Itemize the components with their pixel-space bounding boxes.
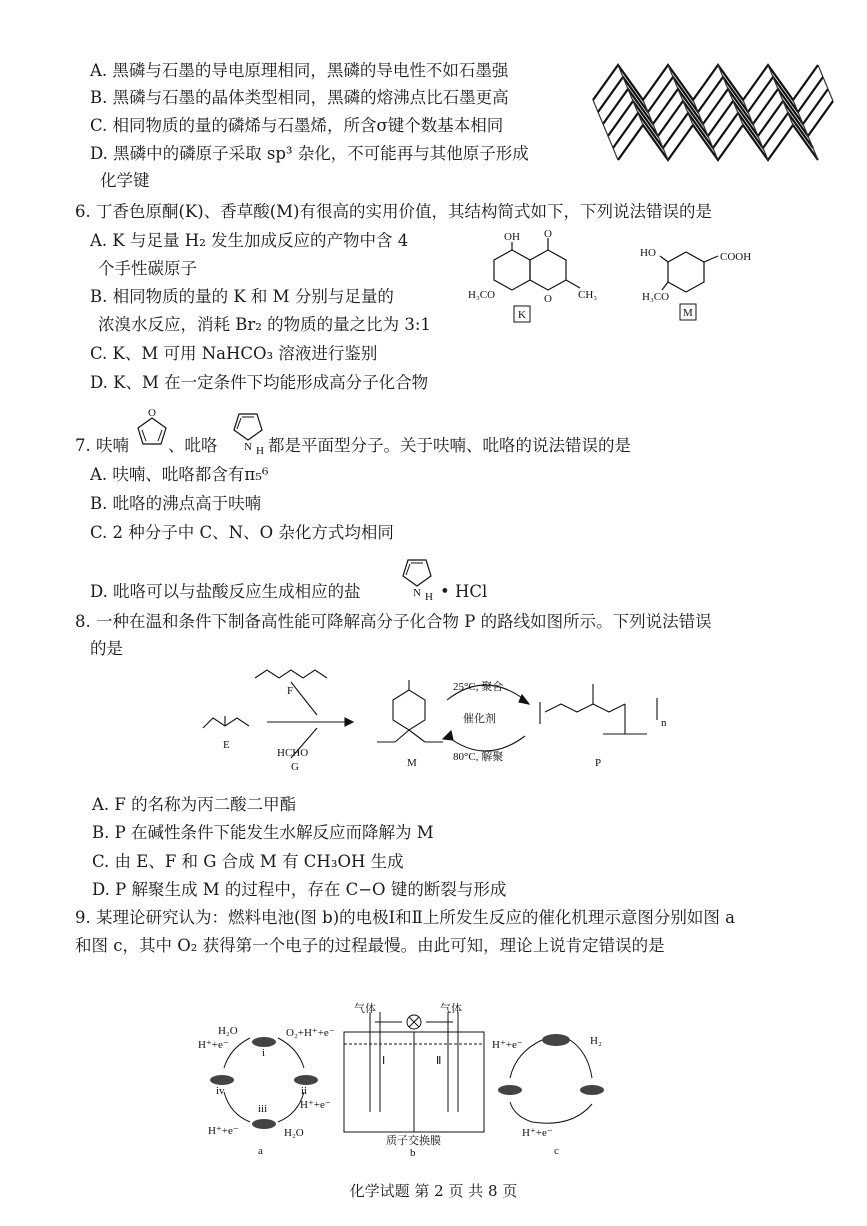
label-f: F xyxy=(287,685,294,697)
page-footer: 化学试题 第 2 页 共 8 页 xyxy=(349,1182,518,1200)
q6-stem: 6. 丁香色原酮(K)、香草酸(M)有很高的实用价值，其结构简式如下，下列说法错误的是 xyxy=(75,202,712,221)
c-hpe-top: H⁺+e⁻ xyxy=(492,1039,523,1051)
q5-option-a: A. 黑磷与石墨的导电原理相同，黑磷的导电性不如石墨强 xyxy=(90,61,509,80)
a-stage-i: i xyxy=(262,1047,266,1059)
q6-option-b-cont: 浓溴水反应，消耗 Br₂ 的物质的量之比为 3:1 xyxy=(98,315,431,334)
a-h2o-top: H₂O xyxy=(218,1025,238,1037)
b-electrode-2: Ⅱ xyxy=(436,1055,442,1067)
a-stage-iv: iv xyxy=(216,1085,225,1097)
q7-option-d-hcl: • HCl xyxy=(440,582,488,601)
a-hpe-left: H⁺+e⁻ xyxy=(198,1039,229,1051)
black-phosphorus-structure-image xyxy=(588,40,838,170)
q7-stem-b: 、吡咯 xyxy=(168,436,218,455)
label-p: P xyxy=(595,757,602,769)
q5-option-c: C. 相同物质的量的磷烯与石墨烯，所含σ键个数基本相同 xyxy=(90,116,504,135)
pyrrole-structure-icon xyxy=(223,400,273,456)
k-ch3-label: CH₃ xyxy=(578,289,598,301)
m-ho-label: HO xyxy=(640,247,656,259)
q9-stem-cont: 和图 c，其中 O₂ 获得第一个电子的过程最慢。由此可知，理论上说肯定错误的是 xyxy=(75,936,665,955)
furan-structure-icon xyxy=(132,404,172,452)
q8-stem-cont: 的是 xyxy=(90,639,123,658)
q8-stem: 8. 一种在温和条件下制备高性能可降解高分子化合物 P 的路线如图所示。下列说法错误 xyxy=(75,612,712,631)
salt-h-label: H xyxy=(425,591,433,602)
q8-reaction-scheme xyxy=(195,660,715,775)
q9-stem: 9. 某理论研究认为：燃料电池(图 b)的电极Ⅰ和Ⅱ上所发生反应的催化机理示意图分别如图 a xyxy=(75,908,735,927)
label-n: n xyxy=(661,717,667,729)
q8-option-b: B. P 在碱性条件下能发生水解反应而降解为 M xyxy=(92,823,434,842)
q5-option-d: D. 黑磷中的磷原子采取 sp³ 杂化，不可能再与其他原子形成 xyxy=(90,144,529,163)
q7-option-a: A. 呋喃、吡咯都含有π₅⁶ xyxy=(90,465,269,484)
a-h2o-bottom: H₂O xyxy=(284,1127,304,1139)
structure-k-diagram xyxy=(468,228,608,328)
c-h2: H₂ xyxy=(590,1035,602,1047)
m-label: M xyxy=(683,307,693,319)
label-g-formula: HCHO xyxy=(277,747,309,759)
a-o2-label: O₂+H⁺+e⁻ xyxy=(286,1027,335,1039)
q7-option-b: B. 吡咯的沸点高于呋喃 xyxy=(90,494,262,513)
b-electrode-1: Ⅰ xyxy=(382,1055,386,1067)
label-g: G xyxy=(291,761,299,773)
c-figure-label: c xyxy=(554,1145,559,1157)
q9-figure-a-cycle xyxy=(198,1012,338,1157)
q5-option-d-cont: 化学键 xyxy=(100,171,150,190)
q6-option-c: C. K、M 可用 NaHCO₃ 溶液进行鉴别 xyxy=(90,344,378,363)
q7-stem-a: 7. 呋喃 xyxy=(75,436,129,455)
q6-option-b: B. 相同物质的量的 K 和 M 分别与足量的 xyxy=(90,287,394,306)
a-figure-label: a xyxy=(258,1145,263,1157)
k-oh-label: OH xyxy=(504,231,520,243)
q8-option-d: D. P 解聚生成 M 的过程中，存在 C−O 键的断裂与形成 xyxy=(92,880,507,899)
q7-option-d: D. 吡咯可以与盐酸反应生成相应的盐 xyxy=(90,582,361,601)
q8-option-a: A. F 的名称为丙二酸二甲酯 xyxy=(92,795,297,814)
pyrrole-salt-structure-icon xyxy=(392,546,442,602)
b-figure-label: b xyxy=(410,1147,416,1157)
k-label: K xyxy=(518,309,526,321)
label-catalyst: 催化剂 xyxy=(463,713,496,725)
m-h3co-label: H₃CO xyxy=(642,291,670,303)
b-membrane-label: 质子交换膜 xyxy=(386,1135,441,1147)
q9-figure-c-cycle xyxy=(492,1012,622,1157)
q7-option-c: C. 2 种分子中 C、N、O 杂化方式均相同 xyxy=(90,523,394,542)
label-m: M xyxy=(407,757,417,769)
q5-option-b: B. 黑磷与石墨的晶体类型相同，黑磷的熔沸点比石墨更高 xyxy=(90,88,509,107)
salt-n-label: N xyxy=(413,587,421,599)
k-h3co-label: H₃CO xyxy=(468,289,496,301)
b-gas-right: 气体 xyxy=(440,1003,462,1015)
label-e: E xyxy=(223,739,230,751)
m-cooh-label: COOH xyxy=(720,251,752,263)
q8-option-c: C. 由 E、F 和 G 合成 M 有 CH₃OH 生成 xyxy=(92,852,404,871)
pyrrole-h-label: H xyxy=(256,445,264,456)
q7-stem-c: 都是平面型分子。关于呋喃、吡咯的说法错误的是 xyxy=(268,436,631,455)
c-hpe-bottom: H⁺+e⁻ xyxy=(522,1127,553,1139)
label-backward-condition: 80°C, 解聚 xyxy=(453,751,504,763)
q6-option-a: A. K 与足量 H₂ 发生加成反应的产物中含 4 xyxy=(90,231,409,250)
label-forward-condition: 25°C, 聚合 xyxy=(453,681,504,693)
b-gas-left: 气体 xyxy=(354,1003,376,1015)
q9-figure-b-fuel-cell xyxy=(340,1002,490,1157)
furan-o-label: O xyxy=(148,407,156,419)
q6-option-a-cont: 个手性碳原子 xyxy=(98,259,197,278)
a-hpe-bottom: H⁺+e⁻ xyxy=(208,1125,239,1137)
q6-option-d: D. K、M 在一定条件下均能形成高分子化合物 xyxy=(90,373,429,392)
pyrrole-n-label: N xyxy=(244,441,252,453)
structure-m-diagram xyxy=(636,240,766,330)
k-ring-o-label: O xyxy=(544,293,552,305)
a-stage-ii: ii xyxy=(301,1085,308,1097)
k-o-label: O xyxy=(544,228,552,240)
a-stage-iii: iii xyxy=(258,1103,268,1115)
a-hpe-right: H⁺+e⁻ xyxy=(300,1099,331,1111)
